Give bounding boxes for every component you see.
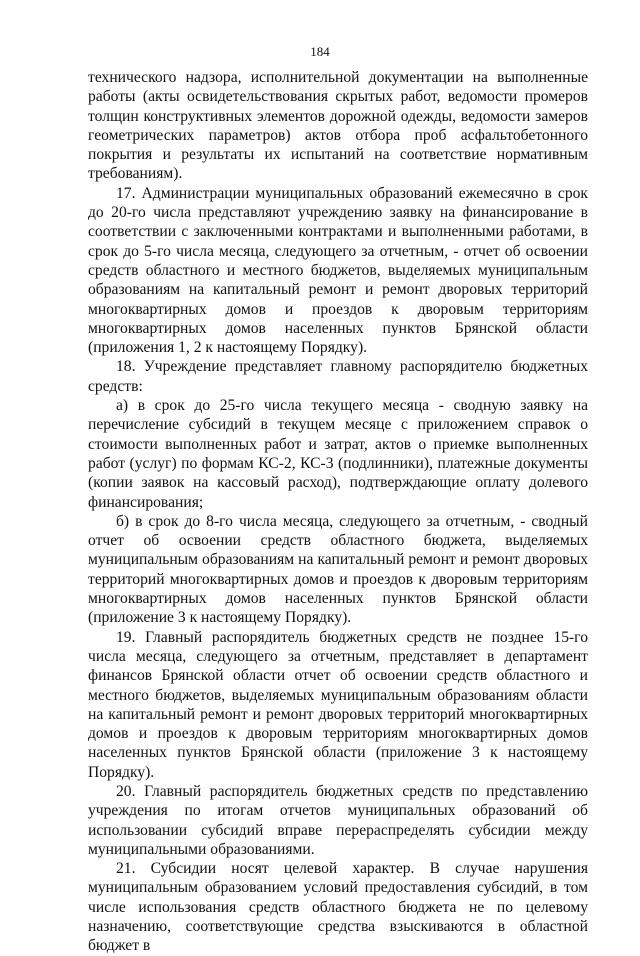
paragraph-20: 20. Главный распорядитель бюджетных средств по представлению учреждения по итогам отчетов муниципальных образований об использовании субсидий вправе перераспределять субсидии между муниципальными образованиями. [88,782,588,858]
paragraph-17: 17. Администрации муниципальных образований ежемесячно в срок до 20-го числа представляют учреждению заявку на финансирование в соответствии с заключенными контрактами и выполненными работами, в срок до 5-го числа месяца, следующего за отчетным, - отчет об освоении средств областного и местного бюджетов, выделяемых муниципальным образованиям на капитальный ремонт и ремонт дворовых территорий многоквартирных домов и проездов к дворовым территориям многоквартирных домов населенных пунктов Брянской области (приложения 1, 2 к настоящему Порядку). [88,184,588,357]
paragraph-21: 21. Субсидии носят целевой характер. В случае нарушения муниципальным образованием условий предоставления субсидий, в том числе использования средств областного бюджета не по целевому назначению, соответствующие средства взыскиваются в областной бюджет в [88,860,588,955]
paragraph-18-b: б) в срок до 8-го числа месяца, следующего за отчетным, - сводный отчет об освоении средств областного бюджета, выделяемых муниципальным образованиям на капитальный ремонт и ремонт дворовых территорий многоквартирных домов и проездов к дворовым территориям многоквартирных домов населенных пунктов Брянской области (приложение 3 к настоящему Порядку). [88,512,588,627]
paragraph-18: 18. Учреждение представляет главному распорядителю бюджетных средств: [88,358,588,395]
paragraph-continuation: технического надзора, исполнительной документации на выполненные работы (акты освидетельствования скрытых работ, ведомости промеров толщин конструктивных элементов дорожной одежды, ведомости замеров геометрических параметров) актов отбора проб асфальтобетонного покрытия и результаты их испытаний на соответствие нормативным требованиям). [88,69,588,183]
document-body [88,68,588,956]
page-number: 184 [310,44,330,59]
paragraph-19: 19. Главный распорядитель бюджетных средств не позднее 15-го числа месяца, следующего за отчетным, представляет в департамент финансов Брянской области отчет об освоении средств областного и местного бюджетов, выделяемых муниципальным образованиям области на капитальный ремонт и ремонт дворовых территорий многоквартирных домов и проездов к дворовым территориям многоквартирных домов населенных пунктов Брянской области (приложение 3 к настоящему Порядку). [88,628,588,781]
paragraph-18-a: а) в срок до 25-го числа текущего месяца - сводную заявку на перечисление субсидий в текущем месяце с приложением справок о стоимости выполненных работ и затрат, актов о приемке выполненных работ (услуг) по формам КС-2, КС-3 (подлинники), платежные документы (копии заявок на кассовый расход), подтверждающие оплату долевого финансирования; [88,397,588,511]
